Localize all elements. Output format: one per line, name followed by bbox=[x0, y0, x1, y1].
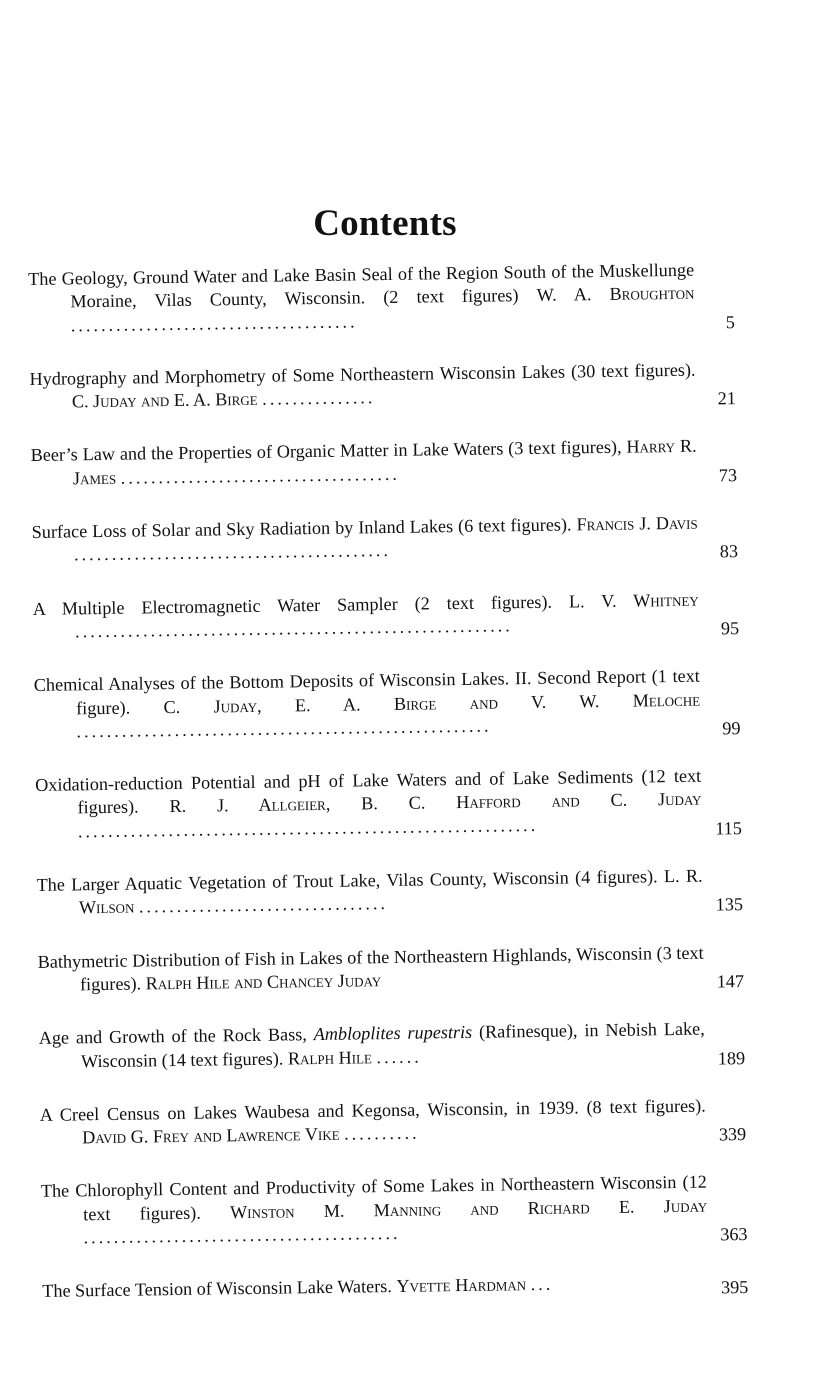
dot-leader: ............................................................. bbox=[77, 814, 539, 842]
entry-body bbox=[30, 435, 697, 491]
dot-leader: ....................................................... bbox=[76, 715, 492, 742]
entry-body bbox=[33, 588, 700, 644]
toc-entry bbox=[33, 588, 740, 644]
entry-title: A Multiple Electromagnetic Water Sampler (2 text figures). bbox=[32, 591, 553, 619]
entry-title: Surface Loss of Solar and Sky Radiation by Inland Lakes (6 text figures). bbox=[31, 514, 572, 543]
entry-body bbox=[34, 665, 701, 744]
entry-body bbox=[36, 865, 703, 921]
entry-body bbox=[28, 259, 695, 338]
entry-title: Oxidation-reduction Potential and pH of Lake Waters and of Lake Sediments (12 text figures). bbox=[35, 765, 702, 818]
entry-body bbox=[32, 512, 699, 568]
entry-title: Age and Growth of the Rock Bass, bbox=[38, 1024, 307, 1049]
entry-title: Bathymetric Distribution of Fish in Lakes of the Northeastern Highlands, Wisconsin (3 text figures). bbox=[37, 942, 704, 995]
entry-body bbox=[38, 941, 705, 997]
dot-leader: .......................................... bbox=[83, 1222, 401, 1248]
dot-leader: .......................................................... bbox=[74, 615, 513, 642]
entry-page: 147 bbox=[716, 971, 745, 992]
dot-leader: ... bbox=[530, 1274, 554, 1295]
entry-authors: Ralph Hile bbox=[287, 1046, 373, 1068]
entry-page: 99 bbox=[722, 717, 741, 739]
entry-title: The Surface Tension of Wisconsin Lake Waters. bbox=[42, 1276, 392, 1302]
entry-authors: R. J. Allgeier, B. C. Hafford and C. Juday bbox=[169, 789, 702, 817]
toc-entry bbox=[28, 258, 735, 338]
entry-title-rest: (Rafinesque), in Nebish Lake, Wisconsin (14 text figures). bbox=[80, 1018, 705, 1071]
entry-title: Hydrography and Morphometry of Some Northeastern Wisconsin Lakes (30 text figures). bbox=[29, 359, 696, 389]
entry-title: Beer’s Law and the Properties of Organic Matter in Lake Waters (3 text figures), bbox=[30, 437, 622, 466]
toc-entry bbox=[36, 864, 743, 920]
entry-page: 73 bbox=[718, 464, 738, 486]
entry-page: 189 bbox=[717, 1047, 746, 1068]
toc-entry bbox=[38, 941, 745, 997]
entry-authors: Ralph Hile and Chancey Juday bbox=[145, 970, 382, 994]
dot-leader: ............... bbox=[262, 387, 376, 409]
table-of-contents bbox=[28, 258, 749, 1333]
dot-leader: .......... bbox=[343, 1122, 420, 1144]
entry-authors: W. A. Broughton bbox=[536, 282, 695, 306]
entry-authors: Winston M. Manning and Richard E. Juday bbox=[229, 1195, 708, 1222]
entry-page: 339 bbox=[718, 1124, 747, 1145]
toc-entry bbox=[40, 1094, 747, 1150]
toc-entry bbox=[35, 764, 742, 844]
entry-title: A Creel Census on Lakes Waubesa and Kegonsa, Wisconsin, in 1939. (8 text figures). bbox=[39, 1095, 706, 1125]
entry-page: 21 bbox=[717, 388, 737, 409]
toc-entry bbox=[39, 1017, 746, 1073]
entry-body bbox=[42, 1271, 708, 1304]
dot-leader: ...... bbox=[376, 1046, 422, 1067]
entry-page: 5 bbox=[725, 311, 735, 332]
page-title: Contents bbox=[313, 203, 457, 244]
entry-title: The Geology, Ground Water and Lake Basin Seal of the Region South of the Muskellunge Moraine, Vilas County, Wisconsin. (2 text figures) bbox=[28, 259, 695, 312]
entry-body bbox=[39, 1018, 706, 1074]
entry-page: 115 bbox=[715, 817, 743, 839]
entry-authors: Yvette Hardman bbox=[396, 1274, 527, 1297]
toc-entry bbox=[34, 664, 741, 744]
entry-page: 95 bbox=[720, 618, 740, 639]
toc-entry bbox=[30, 435, 737, 491]
entry-title: Chemical Analyses of the Bottom Deposits of Wisconsin Lakes. II. Second Report (1 text figure). bbox=[33, 665, 700, 718]
entry-body bbox=[40, 1094, 707, 1150]
toc-entry bbox=[41, 1170, 748, 1250]
dot-leader: ..................................... bbox=[120, 463, 401, 488]
toc-entry bbox=[29, 358, 736, 414]
entry-body bbox=[29, 359, 696, 415]
entry-body bbox=[35, 765, 702, 844]
dot-leader: ...................................... bbox=[70, 310, 358, 336]
entry-authors: L. V. Whitney bbox=[568, 589, 699, 612]
entry-title: The Chlorophyll Content and Productivity of Some Lakes in Northeastern Wisconsin (12 text figures). bbox=[40, 1172, 707, 1225]
dot-leader: .......................................... bbox=[73, 540, 392, 565]
entry-page: 135 bbox=[715, 894, 744, 915]
entry-authors: David G. Frey and Lawrence Vike bbox=[82, 1123, 340, 1148]
entry-authors: Francis J. Davis bbox=[576, 512, 698, 535]
entry-title-species: Ambloplites rupestris bbox=[313, 1022, 473, 1045]
entry-authors: C. Juday, E. A. Birge and V. W. Meloche bbox=[163, 689, 701, 717]
entry-authors: C. Juday and E. A. Birge bbox=[71, 388, 258, 412]
toc-entry bbox=[32, 511, 739, 567]
entry-page: 363 bbox=[720, 1224, 748, 1245]
entry-page: 395 bbox=[720, 1277, 749, 1298]
toc-entry bbox=[42, 1270, 748, 1303]
entry-title: The Larger Aquatic Vegetation of Trout Lake, Vilas County, Wisconsin (4 figures). bbox=[36, 866, 658, 895]
entry-page: 83 bbox=[719, 541, 739, 562]
entry-authors: L. R. Wilson bbox=[78, 865, 703, 918]
dot-leader: ................................. bbox=[138, 893, 389, 917]
entry-body bbox=[41, 1171, 708, 1250]
entry-authors: Harry R. James bbox=[72, 436, 697, 489]
